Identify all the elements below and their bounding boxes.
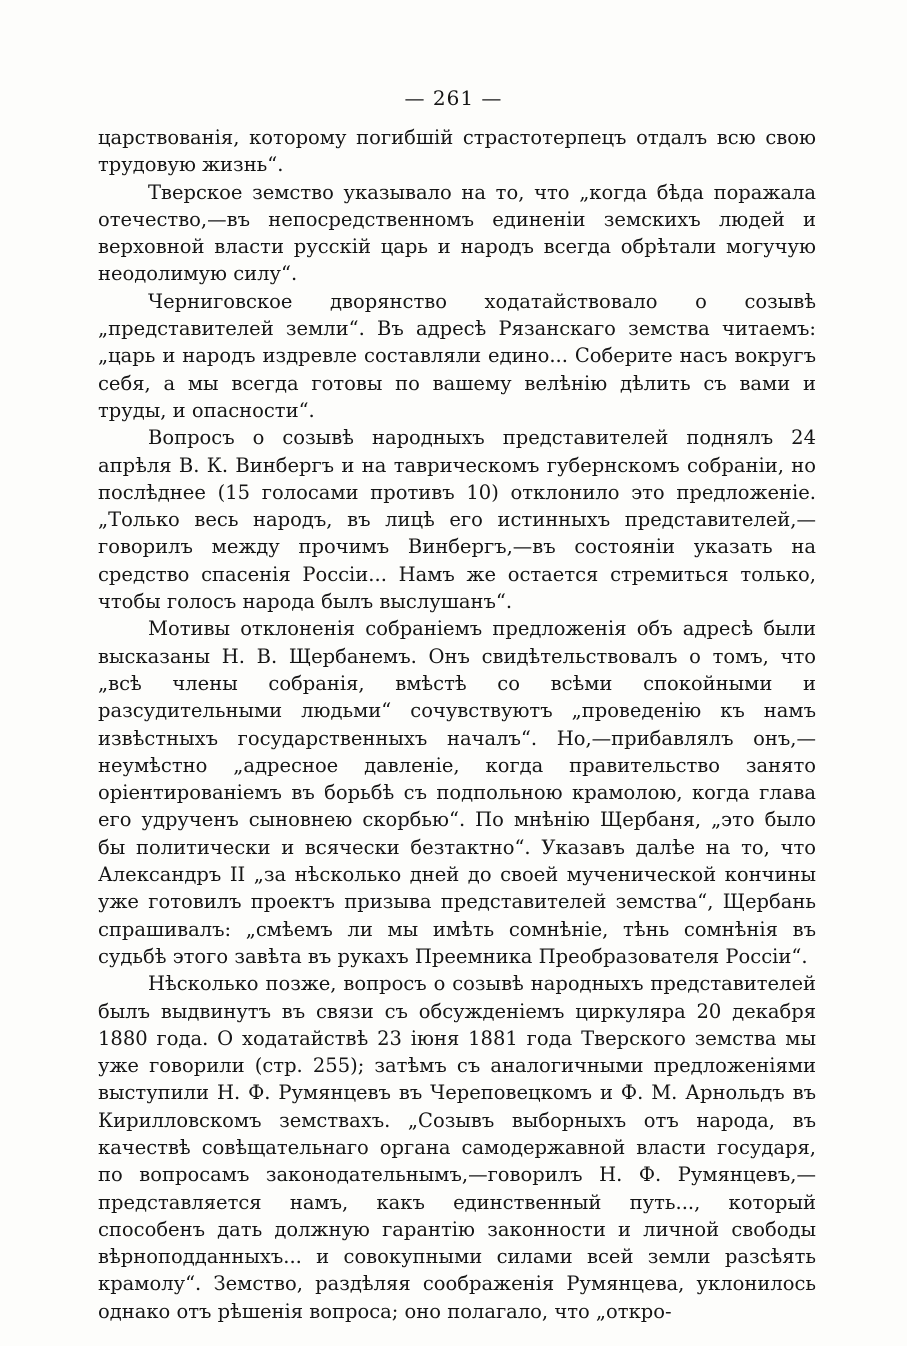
- paragraph-vinberg: Вопросъ о созывѣ народныхъ представителей поднялъ 24 апрѣля В. К. Винбергъ и на таврическомъ губернскомъ собраніи, но послѣднее (15 голосами противъ 10) отклонило это предложеніе. „Только весь народъ, въ лицѣ его истинныхъ представителей,—говорилъ между прочимъ Винбергъ,—въ состояніи указать на средство спасенія Россіи... Намъ же остается стремиться только, чтобы голосъ народа былъ выслушанъ“.: [98, 426, 816, 614]
- paragraph-chernigov-nobility: Черниговское дворянство ходатайствовало о созывѣ „представителей земли“. Въ адресѣ Рязанскаго земства читаемъ: „царь и народъ издревле составляли едино... Соберите насъ вокругъ себя, а мы всегда готовы по вашему велѣнію дѣлить съ вами и труды, и опасности“.: [98, 289, 816, 422]
- body-text: [98, 124, 816, 1325]
- paragraph-shcherban: Мотивы отклоненія собраніемъ предложенія объ адресѣ были высказаны Н. В. Щербанемъ. Онъ свидѣтельствовалъ о томъ, что „всѣ члены собранія, вмѣстѣ со всѣми спокойными и разсудительными людьми“ сочувствуютъ „проведенію къ намъ извѣстныхъ государственныхъ началъ“. Но,—прибавлялъ онъ,—неумѣстно „адресное давленіе, когда правительство занято оріентированіемъ въ борьбѣ съ подпольною крамолою, когда глава его удрученъ сыновнею скорбью“. По мнѣнію Щербаня, „это было бы политически и всячески безтактно“. Указавъ далѣе на то, что Александръ II „за нѣсколько дней до своей мученической кончины уже готовилъ проектъ призыва представителей земства“, Щербань спрашивалъ: „смѣемъ ли мы имѣть сомнѣніе, тѣнь сомнѣнія въ судьбѣ этого завѣта въ рукахъ Преемника Преобразователя Россіи“.: [98, 617, 816, 968]
- paragraph-rumyantsev: Нѣсколько позже, вопросъ о созывѣ народныхъ представителей былъ выдвинутъ въ связи съ обсужденіемъ циркуляра 20 декабря 1880 года. О ходатайствѣ 23 іюня 1881 года Тверского земства мы уже говорили (стр. 255); затѣмъ съ аналогичными предложеніями выступили Н. Ф. Румянцевъ въ Череповецкомъ и Ф. М. Арнольдъ въ Кирилловскомъ земствахъ. „Созывъ выборныхъ отъ народа, въ качествѣ совѣщательнаго органа самодержавной власти государя, по вопросамъ законодательнымъ,—говорилъ Н. Ф. Румянцевъ,—представляется намъ, какъ единственный путь..., который способенъ дать должную гарантію законности и личной свободы вѣрноподданныхъ... и совокупными силами всей земли разсѣять крамолу“. Земство, раздѣляя соображенія Румянцева, уклонилось однако отъ рѣшенія вопроса; оно полагало, что „откро-: [98, 972, 816, 1323]
- paragraph-continuation: царствованія, которому погибшій страстотерпецъ отдалъ всю свою трудовую жизнь“.: [98, 126, 816, 177]
- page-number: — 261 —: [404, 86, 503, 110]
- paragraph-tver-zemstvo: Тверское земство указывало на то, что „когда бѣда поражала отечество,—въ непосредственномъ единеніи земскихъ людей и верховной власти русскій царь и народъ всегда обрѣтали могучую неодолимую силу“.: [98, 180, 816, 286]
